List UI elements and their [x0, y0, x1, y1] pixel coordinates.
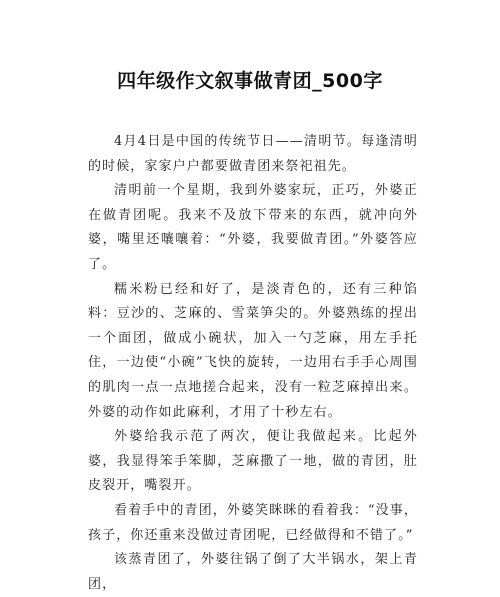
paragraph: 看着手中的青团，外婆笑眯眯的看着我：“没事，孩子，你还重来没做过青团呢，已经做得和不错了。”: [88, 502, 418, 543]
paragraph: 外婆给我示范了两次，便让我做起来。比起外婆，我显得笨手笨脚，芝麻撒了一地，做的青团，肚皮裂开，嘴裂开。: [88, 429, 418, 494]
paragraph: 4月4日是中国的传统节日——清明节。每逢清明的时候，家家户户都要做青团来祭祀祖先。: [88, 134, 418, 174]
paragraph: 该蒸青团了，外婆往锅了倒了大半锅水，架上青团，: [88, 552, 418, 592]
document-title: 四年级作文叙事做青团_500字: [117, 70, 383, 92]
document-body: [88, 130, 418, 597]
paragraph: 糯米粉已经和好了，是淡青色的，还有三种馅料：豆沙的、芝麻的、雪菜笋尖的。外婆熟练的捏出一个面团，做成小碗状，加入一勺芝麻，用左手托住，一边使“小碗”飞快的旋转，一边用右手手心周围的肌肉一点一点地搓合起来，没有一粒芝麻掉出来。外婆的动作如此麻利，才用了十秒左右。: [88, 281, 418, 420]
paragraph: 清明前一个星期，我到外婆家玩，正巧，外婆正在做青团呢。我来不及放下带来的东西，就冲向外婆，嘴里还嚷嚷着：“外婆，我要做青团。”外婆答应了。: [88, 183, 418, 272]
